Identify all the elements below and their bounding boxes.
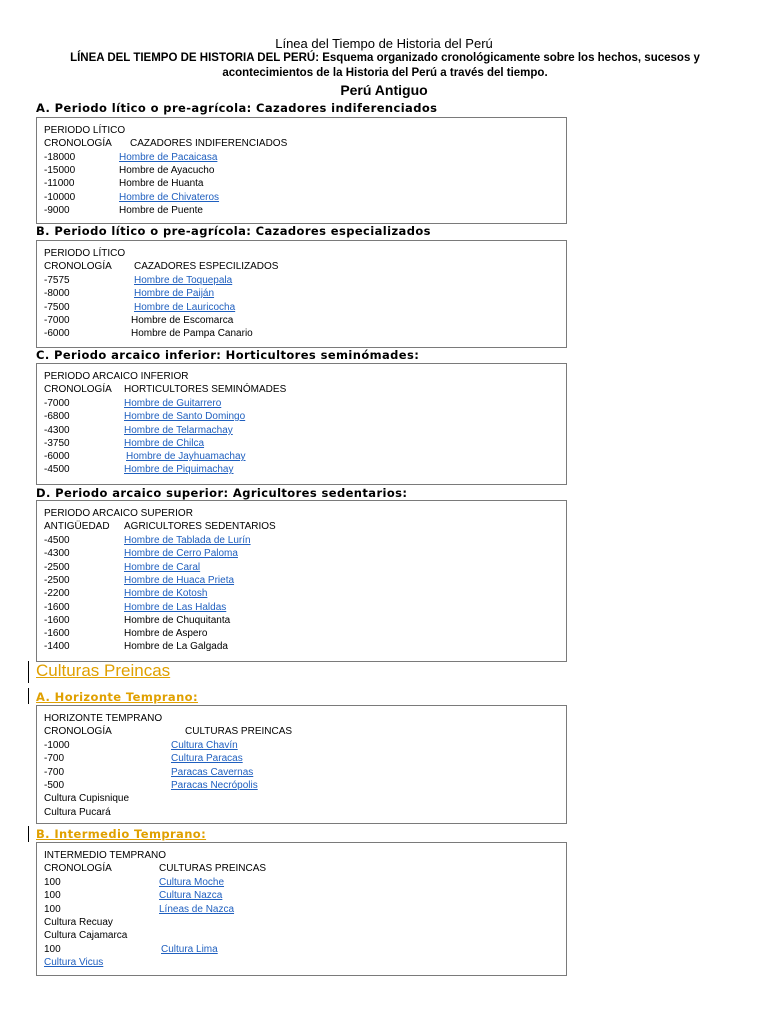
- row-name-link[interactable]: Hombre de Pacaicasa: [119, 152, 218, 163]
- row-year: -8000: [44, 288, 70, 299]
- row-name-link[interactable]: Hombre de Chivateros: [119, 192, 220, 203]
- row-year: -2200: [44, 588, 70, 599]
- row-year: -4300: [44, 548, 70, 559]
- row-year: -2500: [44, 562, 70, 573]
- row-year: -6000: [44, 328, 70, 339]
- row-year: -6800: [44, 411, 70, 422]
- column-header-chronology: CRONOLOGÍA: [44, 863, 112, 874]
- box-title: PERIODO ARCAICO SUPERIOR: [44, 508, 193, 519]
- column-header-group: CAZADORES INDIFERENCIADOS: [130, 138, 288, 149]
- row-name-link[interactable]: Hombre de Piquimachay: [124, 464, 234, 475]
- section-b-box: [36, 240, 567, 348]
- row-name-link[interactable]: Paracas Necrópolis: [171, 780, 258, 791]
- row-name-link[interactable]: Hombre de Lauricocha: [134, 302, 236, 313]
- column-header-chronology: CRONOLOGÍA: [44, 138, 112, 149]
- row-name: Hombre de Escomarca: [131, 315, 234, 326]
- row-name-link[interactable]: Hombre de Santo Domingo: [124, 411, 246, 422]
- row-year: -4300: [44, 425, 70, 436]
- row-name-link[interactable]: Hombre de Guitarrero: [124, 398, 222, 409]
- intermedio-temprano-heading: B. Intermedio Temprano:: [36, 827, 207, 841]
- row-year: -2500: [44, 575, 70, 586]
- section-c-heading: C. Periodo arcaico inferior: Horticultores seminómades:: [36, 348, 420, 362]
- row-name-link[interactable]: Cultura Paracas: [171, 753, 243, 764]
- row-name: Hombre de Puente: [119, 205, 203, 216]
- row-extra: Cultura Recuay: [44, 917, 113, 928]
- row-year: -1600: [44, 628, 70, 639]
- row-extra: Cultura Cupisnique: [44, 793, 130, 804]
- row-year: -1400: [44, 641, 70, 652]
- box-title: HORIZONTE TEMPRANO: [44, 713, 163, 724]
- row-name-link[interactable]: Cultura Nazca: [159, 890, 223, 901]
- section-heading-peru-antiguo: Perú Antiguo: [340, 82, 428, 98]
- row-year: -4500: [44, 464, 70, 475]
- row-year: -3750: [44, 438, 70, 449]
- row-name-link[interactable]: Cultura Lima: [161, 944, 218, 955]
- row-year: -1600: [44, 602, 70, 613]
- text-cursor-bar: [28, 661, 29, 683]
- section-c-box: [36, 363, 567, 485]
- row-year: -11000: [44, 178, 75, 189]
- row-year: -7500: [44, 302, 70, 313]
- column-header-antiquity: ANTIGÜEDAD: [44, 521, 110, 532]
- row-name-link[interactable]: Hombre de Kotosh: [124, 588, 208, 599]
- row-year: -700: [44, 767, 65, 778]
- column-header-group: HORTICULTORES SEMINÓMADES: [124, 384, 287, 395]
- box-title: PERIODO LÍTICO: [44, 248, 126, 259]
- text-cursor-bar: [28, 826, 29, 842]
- section-a-box: [36, 117, 567, 224]
- horizonte-temprano-box: [36, 705, 567, 824]
- document-title: Línea del Tiempo de Historia del Perú: [275, 36, 493, 51]
- row-extra: Cultura Cajamarca: [44, 930, 128, 941]
- row-year: -500: [44, 780, 65, 791]
- row-name-link[interactable]: Líneas de Nazca: [159, 904, 235, 915]
- row-year: -15000: [44, 165, 76, 176]
- row-name-link[interactable]: Cultura Vicus: [44, 957, 104, 968]
- row-name-link[interactable]: Hombre de Paiján: [134, 288, 215, 299]
- box-title: PERIODO ARCAICO INFERIOR: [44, 371, 189, 382]
- box-title: INTERMEDIO TEMPRANO: [44, 850, 167, 861]
- row-year: -9000: [44, 205, 70, 216]
- row-name-link[interactable]: Cultura Moche: [159, 877, 225, 888]
- intermedio-temprano-box: [36, 842, 567, 976]
- horizonte-temprano-heading: A. Horizonte Temprano:: [36, 690, 198, 704]
- column-header-group: AGRICULTORES SEDENTARIOS: [124, 521, 276, 532]
- column-header-chronology: CRONOLOGÍA: [44, 261, 112, 272]
- row-name: Hombre de Aspero: [124, 628, 208, 639]
- row-name: Hombre de La Galgada: [124, 641, 228, 652]
- row-name-link[interactable]: Hombre de Toquepala: [134, 275, 233, 286]
- section-d-box: [36, 500, 567, 662]
- row-name-link[interactable]: Hombre de Telarmachay: [124, 425, 233, 436]
- row-year: 100: [44, 890, 61, 901]
- row-year: 100: [44, 904, 61, 915]
- row-name: Hombre de Ayacucho: [119, 165, 215, 176]
- document-subtitle: LÍNEA DEL TIEMPO DE HISTORIA DEL PERÚ: Esquema organizado cronológicamente sobre los hechos, sucesos y acontecimientos de la Historia del Perú a través del tiempo.: [70, 52, 700, 79]
- culturas-preincas-heading: Culturas Preincas: [36, 661, 171, 680]
- row-name-link[interactable]: Hombre de Huaca Prieta: [124, 575, 235, 586]
- row-name: Hombre de Pampa Canario: [131, 328, 253, 339]
- row-year: -700: [44, 753, 65, 764]
- row-year: 100: [44, 877, 61, 888]
- section-b-heading: B. Periodo lítico o pre-agrícola: Cazadores especializados: [36, 224, 431, 238]
- row-year: -18000: [44, 152, 76, 163]
- column-header-group: CULTURAS PREINCAS: [185, 726, 293, 737]
- row-year: -1600: [44, 615, 70, 626]
- row-name-link[interactable]: Hombre de Cerro Paloma: [124, 548, 238, 559]
- column-header-group: CAZADORES ESPECILIZADOS: [134, 261, 279, 272]
- row-year: -6000: [44, 451, 70, 462]
- row-year: -7575: [44, 275, 70, 286]
- row-name-link[interactable]: Hombre de Tablada de Lurín: [124, 535, 251, 546]
- text-cursor-bar: [28, 688, 29, 704]
- row-year: -7000: [44, 315, 70, 326]
- row-name: Hombre de Chuquitanta: [124, 615, 231, 626]
- row-name-link[interactable]: Paracas Cavernas: [171, 767, 254, 778]
- row-name: Hombre de Huanta: [119, 178, 204, 189]
- row-name-link[interactable]: Hombre de Chilca: [124, 438, 205, 449]
- row-name-link[interactable]: Hombre de Las Haldas: [124, 602, 227, 613]
- row-name-link[interactable]: Cultura Chavín: [171, 740, 238, 751]
- section-d-heading: D. Periodo arcaico superior: Agricultores sedentarios:: [36, 486, 408, 500]
- row-year: -4500: [44, 535, 70, 546]
- row-year: -1000: [44, 740, 70, 751]
- section-a-heading: A. Periodo lítico o pre-agrícola: Cazadores indiferenciados: [36, 101, 438, 115]
- column-header-chronology: CRONOLOGÍA: [44, 726, 112, 737]
- row-name-link[interactable]: Hombre de Caral: [124, 562, 201, 573]
- row-year: -7000: [44, 398, 70, 409]
- column-header-chronology: CRONOLOGÍA: [44, 384, 112, 395]
- row-year: -10000: [44, 192, 76, 203]
- row-year: 100: [44, 944, 61, 955]
- row-name-link[interactable]: Hombre de Jayhuamachay: [126, 451, 246, 462]
- box-title: PERIODO LÍTICO: [44, 125, 126, 136]
- row-extra: Cultura Pucará: [44, 807, 111, 818]
- column-header-group: CULTURAS PREINCAS: [159, 863, 267, 874]
